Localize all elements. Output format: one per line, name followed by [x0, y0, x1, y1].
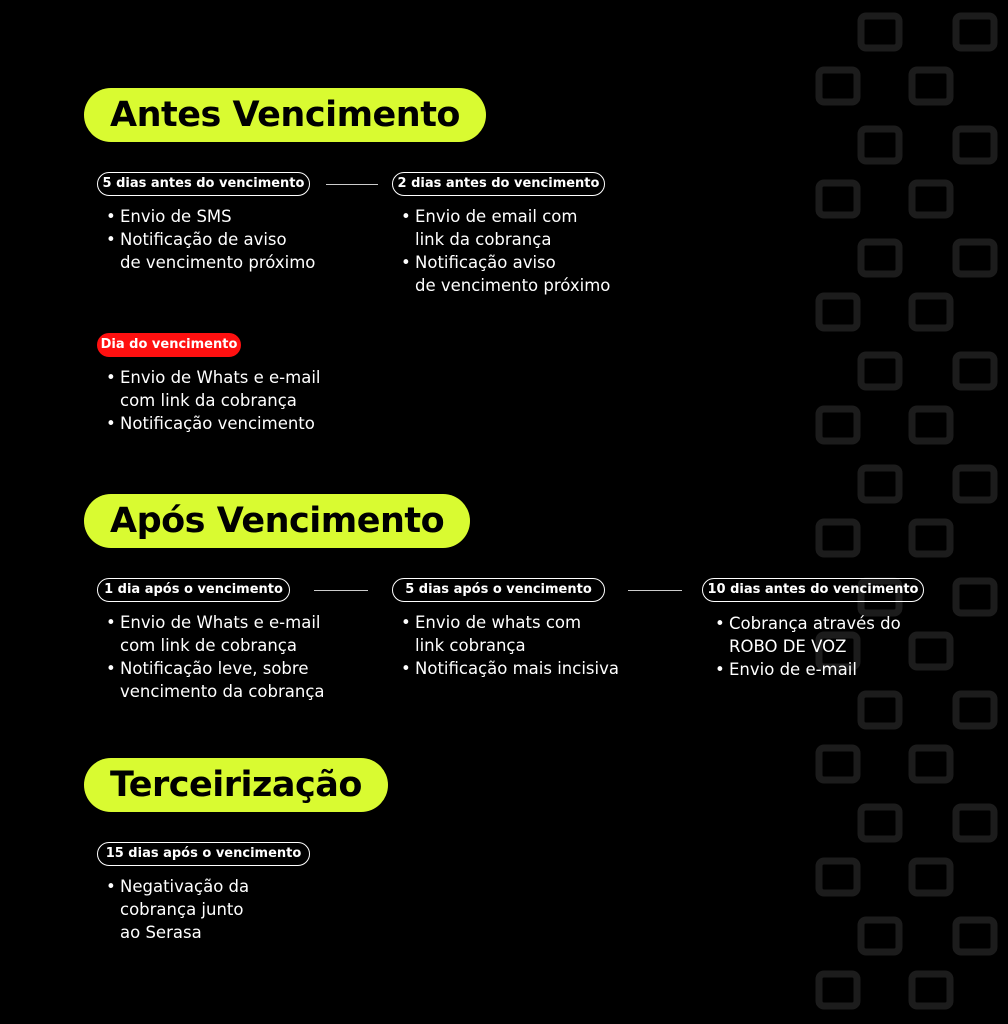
list-item: • Envio de whats com link cobrança — [401, 611, 619, 657]
list-item: • Notificação mais incisiva — [401, 657, 619, 680]
pattern-square — [912, 183, 950, 215]
tag-10-dias: 10 dias antes do vencimento — [702, 578, 924, 602]
pattern-square — [956, 242, 994, 274]
pattern-square — [912, 974, 950, 1006]
pattern-square — [956, 129, 994, 161]
timeline-connector — [314, 590, 368, 591]
list-10-dias — [715, 612, 901, 681]
list-item: • Negativação da cobrança junto ao Serasa — [106, 875, 249, 944]
pattern-square — [819, 183, 857, 215]
list-item: • Notificação de aviso de vencimento próximo — [106, 228, 315, 274]
list-item: • Envio de e-mail — [715, 658, 901, 681]
pattern-square — [912, 635, 950, 667]
pattern-square — [912, 522, 950, 554]
pattern-square — [956, 468, 994, 500]
section-title-antes-vencimento: Antes Vencimento — [84, 88, 486, 142]
tag-5-dias-antes: 5 dias antes do vencimento — [97, 172, 310, 196]
section-title-terceirizacao: Terceirização — [84, 758, 388, 812]
pattern-square — [819, 409, 857, 441]
list-2-dias-antes — [401, 205, 610, 297]
tag-1-dia-apos: 1 dia após o vencimento — [97, 578, 290, 602]
pattern-square — [861, 807, 899, 839]
pattern-square — [956, 355, 994, 387]
pattern-square — [861, 355, 899, 387]
pattern-square — [819, 748, 857, 780]
timeline-connector — [326, 184, 378, 185]
pattern-square — [861, 16, 899, 48]
pattern-square — [861, 468, 899, 500]
pattern-square — [861, 920, 899, 952]
pattern-square — [819, 861, 857, 893]
pattern-square — [819, 70, 857, 102]
tag-dia-do-vencimento: Dia do vencimento — [97, 333, 241, 357]
list-5-dias-antes — [106, 205, 315, 274]
pattern-square — [912, 748, 950, 780]
list-dia-do-vencimento — [106, 366, 321, 435]
pattern-square — [956, 807, 994, 839]
list-item: • Envio de SMS — [106, 205, 315, 228]
tag-2-dias-antes: 2 dias antes do vencimento — [392, 172, 605, 196]
tag-15-dias-apos: 15 dias após o vencimento — [97, 842, 310, 866]
pattern-square — [912, 70, 950, 102]
pattern-square — [861, 242, 899, 274]
pattern-square — [956, 581, 994, 613]
list-1-dia-apos — [106, 611, 325, 703]
pattern-square — [956, 694, 994, 726]
list-item: • Envio de Whats e e-mail com link de cobrança — [106, 611, 325, 657]
pattern-square — [861, 129, 899, 161]
list-item: • Envio de email com link da cobrança — [401, 205, 610, 251]
pattern-square — [912, 296, 950, 328]
timeline-connector — [628, 590, 682, 591]
tag-5-dias-apos: 5 dias após o vencimento — [392, 578, 605, 602]
list-15-dias-apos — [106, 875, 249, 944]
pattern-square — [861, 694, 899, 726]
pattern-square — [819, 974, 857, 1006]
list-item: • Notificação leve, sobre vencimento da cobrança — [106, 657, 325, 703]
pattern-square — [912, 861, 950, 893]
list-item: • Notificação vencimento — [106, 412, 321, 435]
pattern-square — [819, 522, 857, 554]
list-item: • Envio de Whats e e-mail com link da cobrança — [106, 366, 321, 412]
section-title-apos-vencimento: Após Vencimento — [84, 494, 470, 548]
list-item: • Cobrança através do ROBO DE VOZ — [715, 612, 901, 658]
list-item: • Notificação aviso de vencimento próximo — [401, 251, 610, 297]
pattern-square — [956, 920, 994, 952]
list-5-dias-apos — [401, 611, 619, 680]
pattern-square — [912, 409, 950, 441]
pattern-square — [956, 16, 994, 48]
pattern-square — [819, 296, 857, 328]
